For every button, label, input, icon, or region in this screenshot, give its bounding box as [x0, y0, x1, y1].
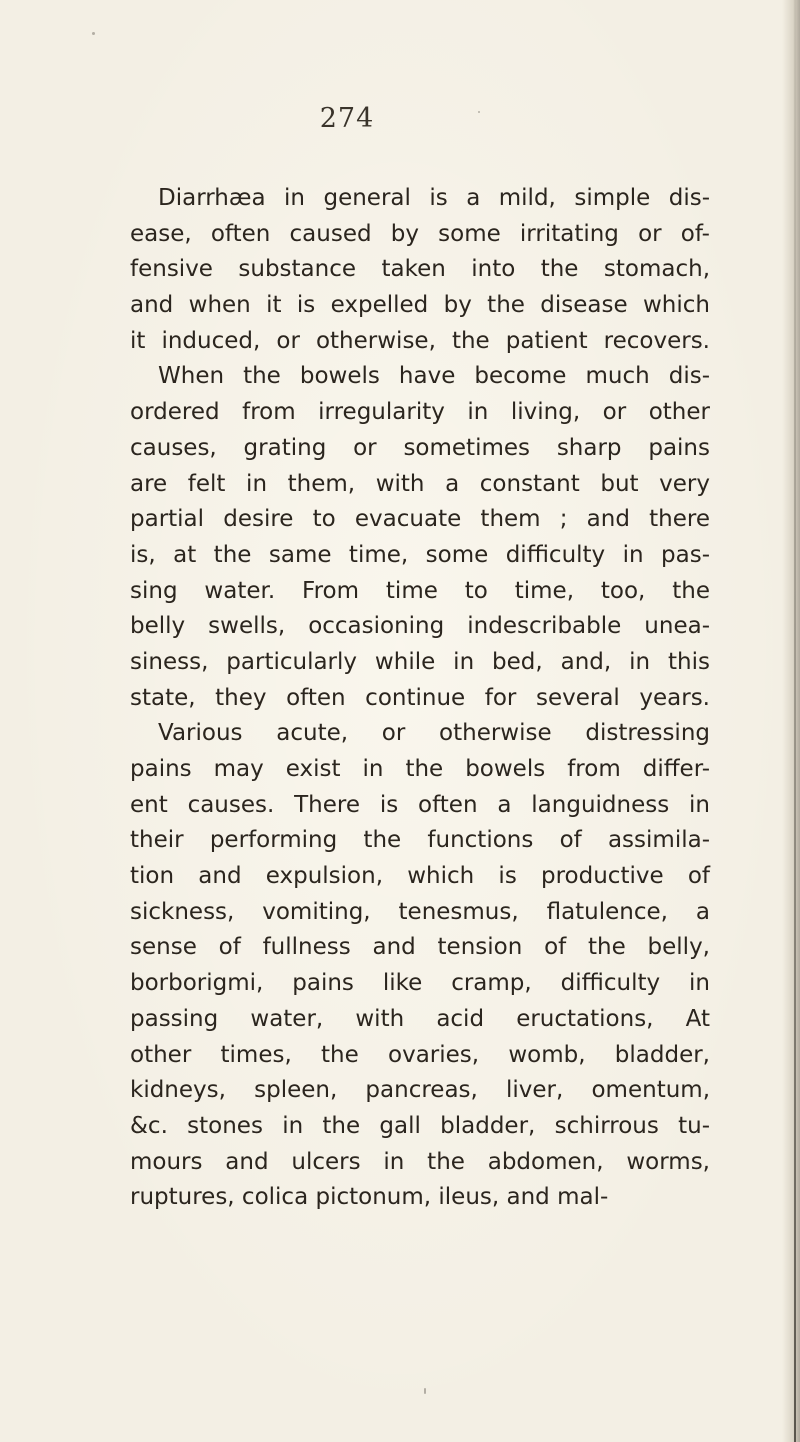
- text-line: are felt in them, with a constant but very: [130, 470, 710, 497]
- paper-speck: [424, 1388, 426, 1394]
- text-line: tion and expulsion, which is productive of: [130, 863, 710, 890]
- text-line: ent causes. There is often a languidness in: [130, 791, 710, 818]
- text-line: partial desire to evacuate them ; and there: [130, 506, 710, 533]
- text-line: sickness, vomiting, tenesmus, flatulence, a: [130, 898, 710, 925]
- text-line: passing water, with acid eructations, At: [130, 1005, 710, 1032]
- text-line: their performing the functions of assimila-: [130, 827, 710, 854]
- page-number: 274: [319, 103, 375, 134]
- text-line: state, they often continue for several years.: [130, 684, 710, 711]
- text-line: belly swells, occasioning indescribable unea-: [130, 613, 710, 640]
- text-line: pains may exist in the bowels from differ-: [130, 756, 710, 782]
- text-line: sing water. From time to time, too, the: [130, 577, 710, 604]
- paper-speck: [92, 32, 95, 35]
- paper-speck: [478, 111, 480, 113]
- text-line: fensive substance taken into the stomach,: [130, 256, 710, 283]
- text-line: sense of fullness and tension of the belly,: [130, 934, 710, 961]
- text-line: ruptures, colica pictonum, ileus, and mal-: [130, 1184, 609, 1211]
- text-line: mours and ulcers in the abdomen, worms,: [130, 1148, 710, 1175]
- page-edge-shadow: [782, 0, 800, 1442]
- page-edge-line: [794, 0, 796, 1442]
- text-line: causes, grating or sometimes sharp pains: [130, 434, 710, 461]
- text-line: Diarrhæa in general is a mild, simple dis-: [158, 185, 710, 211]
- text-line: it induced, or otherwise, the patient recovers.: [130, 327, 710, 354]
- text-line: ordered from irregularity in living, or other: [130, 399, 710, 426]
- text-line: kidneys, spleen, pancreas, liver, omentum,: [130, 1077, 710, 1104]
- text-line: other times, the ovaries, womb, bladder,: [130, 1041, 710, 1068]
- text-line: borborigmi, pains like cramp, difficulty in: [130, 970, 710, 997]
- text-line: &c. stones in the gall bladder, schirrous tu-: [130, 1112, 710, 1139]
- text-line: siness, particularly while in bed, and, in this: [130, 648, 710, 675]
- text-line: is, at the same time, some difficulty in pas-: [130, 541, 710, 568]
- text-line: When the bowels have become much dis-: [158, 363, 710, 390]
- text-line: Various acute, or otherwise distressing: [158, 720, 710, 747]
- text-line: and when it is expelled by the disease which: [130, 292, 710, 319]
- body-text: [130, 181, 710, 1216]
- text-line: ease, often caused by some irritating or of-: [130, 220, 710, 247]
